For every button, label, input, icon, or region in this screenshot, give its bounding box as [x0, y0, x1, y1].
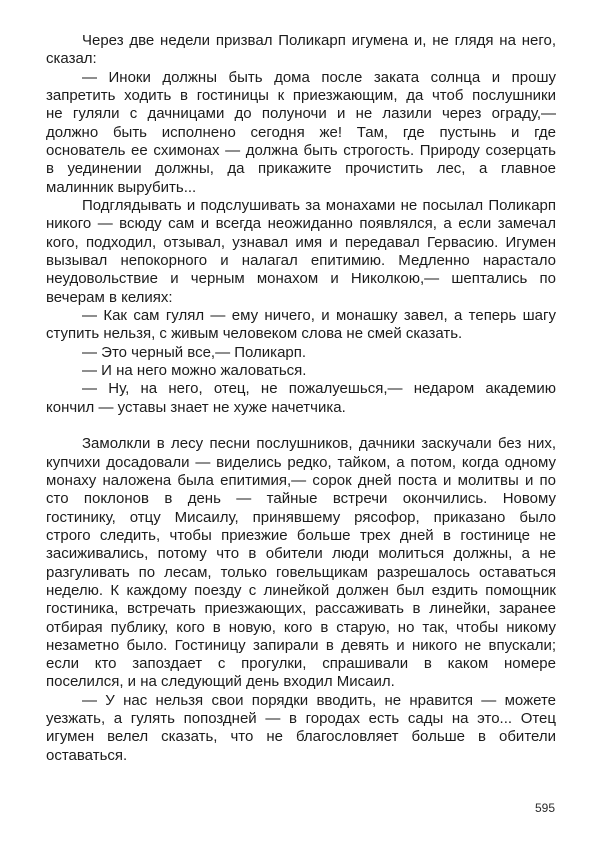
text-line: Через две недели призвал Поликарп игумена и, не глядя на него,: [82, 32, 556, 49]
text-line: игумен велел сказать, что не благословляет больше в обители: [46, 728, 556, 746]
text-line: не гуляли с дачницами до полуночи и не лазили через ограду,—: [46, 105, 556, 123]
text-line: — Ну, на него, отец, не пожалуешься,— недаром академию: [82, 380, 556, 398]
text-line: кого, подходил, отзывал, узнавал имя и передавал Гервасию. Игумен: [46, 233, 556, 251]
paragraph: [46, 69, 556, 197]
paragraph: [46, 32, 556, 69]
text-line: гостиника, встречать приезжающих, рассаживать в линейки, заранее: [46, 600, 556, 618]
text-line: сто поклонов в день — тайные встречи окончились. Новому: [46, 490, 556, 508]
text-line: если кто запоздает с прогулки, спрашивали в каком номере: [46, 655, 556, 673]
text-line: — У нас нельзя свои порядки вводить, не нравится — можете: [82, 691, 556, 709]
paragraph: [46, 380, 556, 417]
text-line: неудовольствие и черным монахом и Николкою,— шептались по: [46, 270, 556, 288]
text-line: отбирая публику, кого в новую, кого в старую, но так, чтобы никому: [46, 618, 556, 636]
text-line: малинник вырубить...: [46, 178, 197, 196]
text-line: неделю. К каждому поезду с линейкой должен был ездить помощник: [46, 581, 556, 599]
text-line: поселился, и на следующий день входил Мисаил.: [46, 673, 395, 691]
paragraph: [46, 197, 556, 307]
text-line: оставаться.: [46, 746, 128, 764]
text-line: Замолкли в лесу песни послушников, дачники заскучали без них,: [82, 435, 556, 453]
text-line: запретить ходить в гостиницы к приезжающим, да чтоб послушники: [46, 86, 556, 104]
text-line: разгуливать по лесам, только говельщикам разрешалось оставаться: [46, 563, 556, 581]
text-line: незаметно было. Гостиницу запирали в девять и никого не впускали;: [46, 636, 556, 654]
text-line: — Это черный все,— Поликарп.: [82, 343, 307, 361]
text-line: никого — всюду сам и всегда неожиданно появлялся, а если замечал: [46, 215, 556, 233]
text-line: монаху наложена была епитимия,— сорок дней поста и молитвы и по: [46, 471, 556, 489]
paragraph: [46, 362, 556, 380]
text-line: гостинику, отцу Мисаилу, принявшему рясофор, приказано было: [46, 508, 556, 526]
paragraph: [46, 692, 556, 765]
text-line: купчихи досадовали — виделись редко, тайком, а потом, когда одному: [46, 453, 556, 471]
page-number: 595: [534, 801, 555, 815]
page-text-body: [46, 32, 556, 765]
text-line: кончил — уставы знает не хуже начетчика.: [46, 398, 346, 416]
paragraph: [46, 307, 556, 344]
paragraph: [46, 435, 556, 692]
text-line: Подглядывать и подслушивать за монахами не посылал Поликарп: [82, 196, 556, 214]
text-line: в уединении должны, да прикажите прочистить лес, а главное: [46, 160, 556, 178]
text-line: должно быть исполнено сегодня же! Там, где пустынь и где: [46, 123, 556, 141]
text-line: основатель ее схимонах — должна быть строгость. Природу созерцать: [46, 141, 556, 159]
text-line: уезжать, а гулять попоздней — в городах есть сады на это... Отец: [46, 710, 556, 728]
text-line: вызывал непокорного и налагал епитимию. Медленно нарастало: [46, 251, 556, 269]
paragraph: [46, 344, 556, 362]
text-line: — Как сам гулял — ему ничего, и монашку завел, а теперь шагу: [82, 306, 556, 324]
text-line: ступить нельзя, с живым человеком слова не смей сказать.: [46, 325, 463, 343]
text-line: засиживались, потому что в обители люди молиться должны, а не: [46, 545, 556, 563]
text-line: вечерам в келиях:: [46, 288, 173, 306]
text-line: — И на него можно жаловаться.: [82, 361, 307, 379]
text-line: — Иноки должны быть дома после заката солнца и прошу: [82, 68, 556, 86]
text-line: сказал:: [46, 50, 97, 68]
text-line: строго следить, чтобы приезжие больше трех дней в гостинице не: [46, 526, 556, 544]
